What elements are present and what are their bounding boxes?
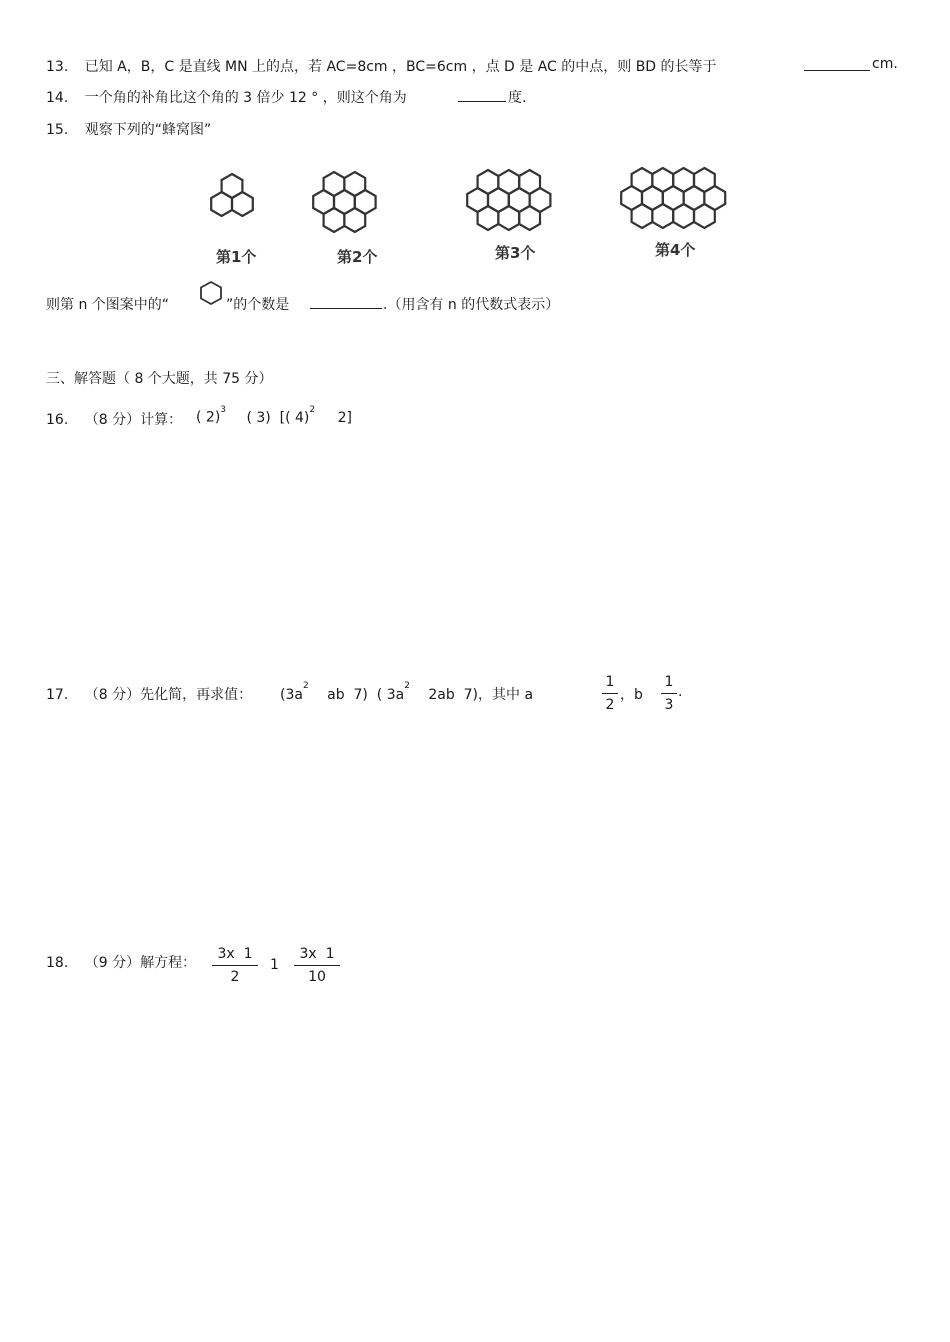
- figure-label-4: 第4个: [655, 241, 696, 259]
- question-number: 16.: [46, 412, 69, 428]
- q15-answer-suffix: .（用含有 n 的代数式表示）: [383, 297, 560, 313]
- honeycomb-figure-2: [313, 172, 375, 232]
- section-title: 三、解答题（ 8 个大题，共 75 分）: [46, 371, 273, 387]
- q15-answer-prefix: 则第 n 个图案中的“: [46, 297, 170, 313]
- honeycomb-figure-3: [467, 170, 550, 230]
- fraction-b: 1 3: [661, 673, 677, 714]
- q16-expression: ( 2)$^3$ ( 3) [( 4)$^2$ 2]: [196, 405, 352, 426]
- question-13: [46, 56, 717, 76]
- honeycomb-figures: [200, 160, 760, 250]
- fraction-a: 1 2: [602, 673, 618, 714]
- question-text: 已知 A，B，C 是直线 MN 上的点，若 AC=8cm ，BC=6cm ，点 D 是 AC 的中点，则 BD 的长等于: [84, 59, 717, 75]
- q17-end: .: [678, 684, 683, 700]
- answer-blank-15[interactable]: [310, 294, 382, 313]
- question-18: [46, 952, 196, 972]
- question-score: （8 分）计算：: [84, 412, 183, 428]
- figure-label-1: 第1个: [216, 248, 257, 266]
- question-number: 18.: [46, 955, 69, 971]
- unit-label: cm.: [872, 56, 898, 72]
- question-number: 15.: [46, 122, 69, 138]
- question-number: 14.: [46, 90, 69, 106]
- question-16: [46, 409, 182, 429]
- figure-label-2: 第2个: [337, 248, 378, 266]
- question-score: （8 分）先化简，再求值：: [84, 687, 253, 703]
- question-17: [46, 684, 252, 704]
- question-text: 观察下列的“蜂窝图”: [84, 122, 212, 138]
- hexagon-icon: [198, 280, 224, 306]
- question-text: 一个角的补角比这个角的 3 倍少 12 ° ，则这个角为: [84, 90, 407, 106]
- question-number: 13.: [46, 59, 69, 75]
- question-14: [46, 87, 407, 107]
- figure-label-3: 第3个: [495, 244, 536, 262]
- q15-answer-mid: ”的个数是: [226, 297, 290, 313]
- fraction-left: 3x 1 2: [212, 945, 258, 986]
- q17-mid: ，b: [620, 687, 643, 703]
- q17-expression: ($3a^2$ ab 7) ( $3a^2$ 2ab 7)，其中 a: [280, 681, 534, 703]
- q18-mid: 1: [270, 957, 279, 973]
- question-15: [46, 119, 211, 139]
- honeycomb-figure-1: [211, 174, 253, 234]
- honeycomb-figure-4: [621, 168, 725, 228]
- fraction-right: 3x 1 10: [294, 945, 340, 986]
- answer-blank-13[interactable]: [804, 56, 870, 75]
- question-score: （9 分）解方程：: [84, 955, 197, 971]
- question-number: 17.: [46, 687, 69, 703]
- answer-blank-14[interactable]: [458, 87, 506, 106]
- unit-label: 度.: [508, 90, 527, 106]
